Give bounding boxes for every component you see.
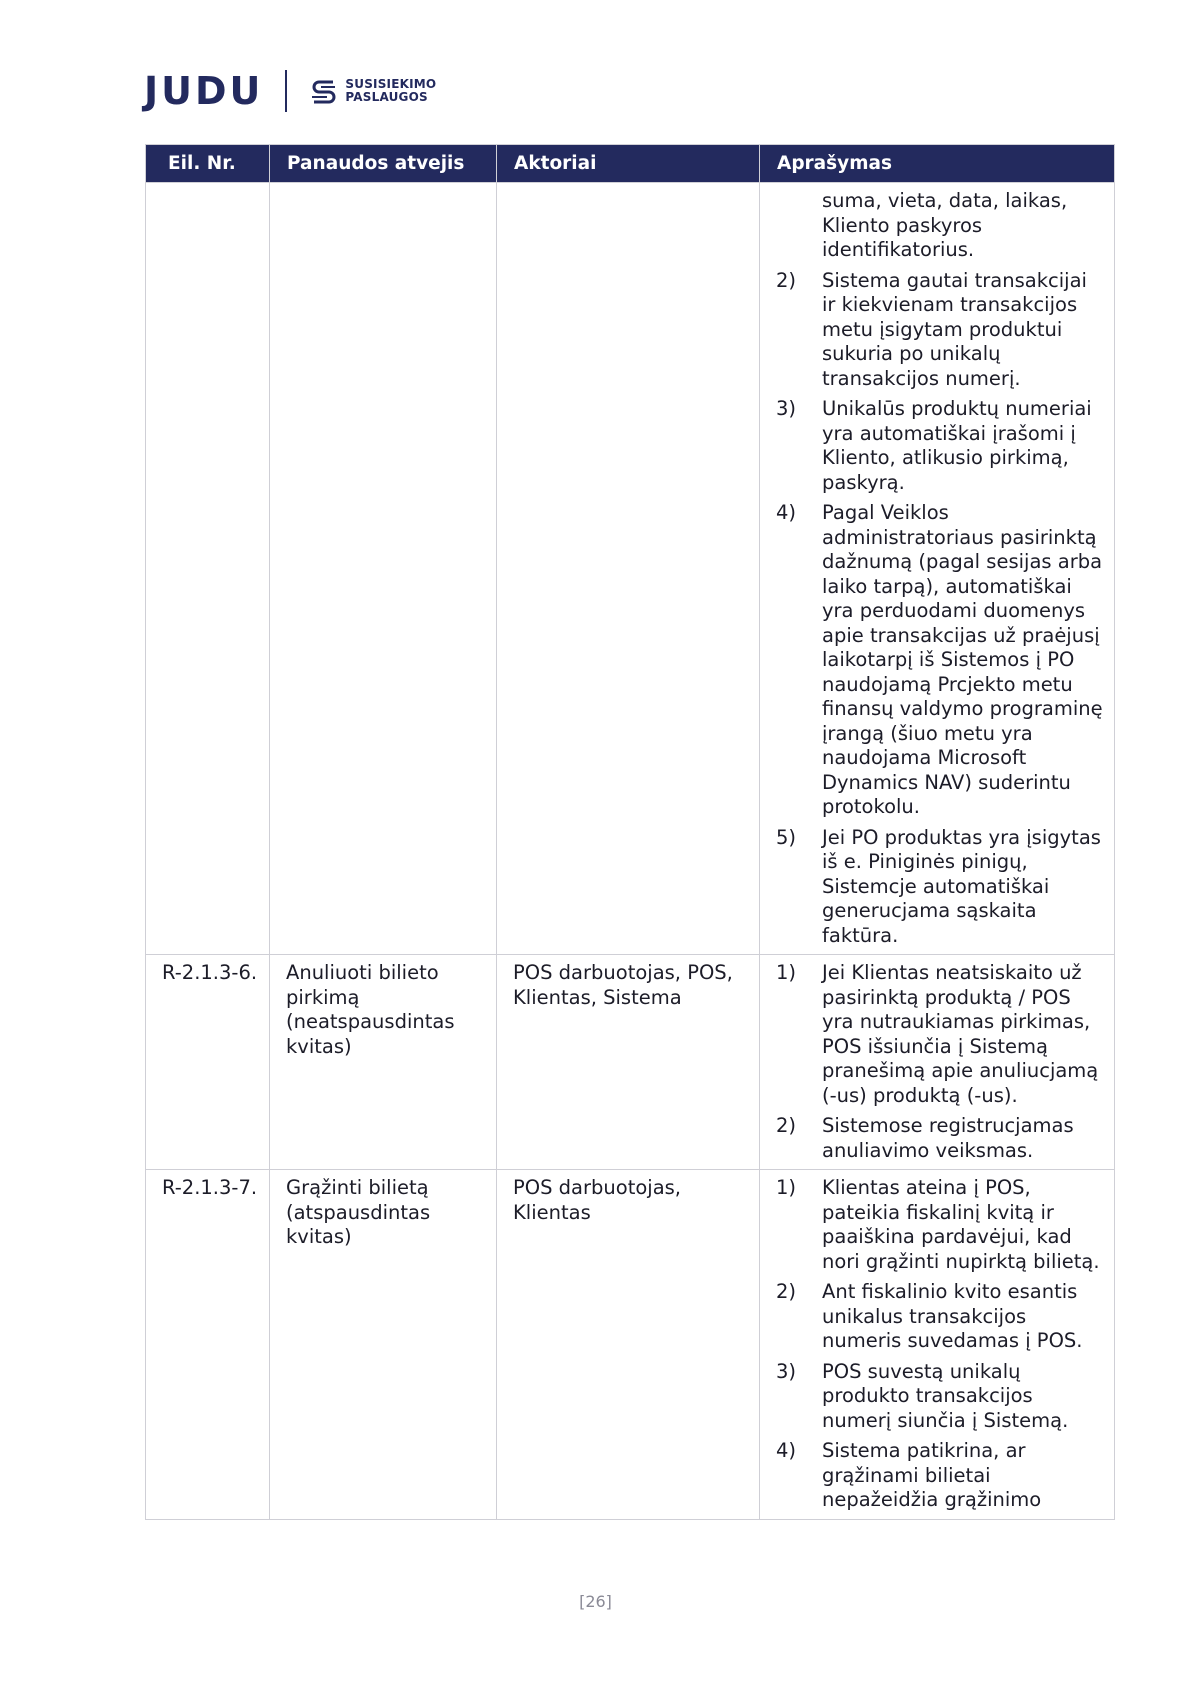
logo-text-line2: PASLAUGOS <box>345 90 428 104</box>
table-row <box>146 1170 1115 1520</box>
column-header: Aktoriai <box>497 145 760 183</box>
list-item <box>776 1360 1106 1434</box>
list-item <box>776 826 1106 949</box>
list-item <box>776 189 1106 263</box>
list-item <box>776 1439 1106 1513</box>
list-item <box>776 1280 1106 1354</box>
item-text: Sistemose registrucjamas anuliavimo veiksmas. <box>822 1114 1074 1162</box>
row-actors: POS darbuotojas, Klientas <box>497 1170 760 1520</box>
item-text: Sistema patikrina, ar grąžinami bilietai nepažeidžia grąžinimo <box>822 1439 1042 1511</box>
page-number: [26] <box>579 1592 612 1611</box>
susisiekimo-paslaugos-logo <box>309 76 436 106</box>
list-item <box>776 397 1106 495</box>
row-description <box>760 1170 1115 1520</box>
row-id <box>146 183 270 955</box>
row-actors <box>497 183 760 955</box>
column-header: Aprašymas <box>760 145 1115 183</box>
row-id: R-2.1.3-6. <box>146 955 270 1170</box>
item-text: POS suvestą unikalų produkto transakcijos numerį siunčia į Sistemą. <box>822 1359 1069 1432</box>
row-use-case: Anuliuoti bilieto pirkimą (neatspausdintas kvitas) <box>270 955 497 1170</box>
item-number: 3) <box>776 397 797 420</box>
item-text: Pagal Veiklos administratoriaus pasirinktą dažnumą (pagal sesijas arba laiko tarpą), automatiškai yra perduodami duomenys apie transakcijas už praėjusį laikotarpį iš Sistemos į PO naudojamą Prcjekto metu finansų valdymo programinę įrangą (šiuo metu yra naudojama Microsoft Dynamics NAV) suderintu protokolu. <box>822 501 1103 818</box>
item-number: 4) <box>776 501 797 524</box>
page-header <box>144 68 436 114</box>
column-header: Eil. Nr. <box>146 145 270 183</box>
item-text: suma, vieta, data, laikas, Kliento paskyros identifikatorius. <box>822 189 1068 261</box>
list-item <box>776 501 1106 820</box>
logo-divider <box>285 70 287 112</box>
list-item <box>776 269 1106 392</box>
list-item <box>776 1114 1106 1163</box>
item-number: 2) <box>776 268 797 292</box>
row-id: R-2.1.3-7. <box>146 1170 270 1520</box>
item-number: 3) <box>776 1359 797 1383</box>
item-text: Jei Klientas neatsiskaito už pasirinktą produktą / POS yra nutraukiamas pirkimas, POS išsiunčia į Sistemą pranešimą apie anuliucjamą (-us) produktą (-us). <box>822 961 1099 1107</box>
item-number: 1) <box>776 961 797 984</box>
row-use-case <box>270 183 497 955</box>
use-case-table <box>145 144 1115 1520</box>
row-description <box>760 955 1115 1170</box>
item-number: 2) <box>776 1114 797 1137</box>
table-row <box>146 955 1115 1170</box>
item-text: Klientas ateina į POS, pateikia fiskalinį kvitą ir paaiškina pardavėjui, kad nori grąžinti nupirktą bilietą. <box>822 1176 1100 1273</box>
item-text: Ant fiskalinio kvito esantis unikalus transakcijos numeris suvedamas į POS. <box>822 1280 1083 1352</box>
item-number: 2) <box>776 1280 797 1303</box>
logo-text-line1: SUSISIEKIMO <box>345 77 437 91</box>
item-number: 5) <box>776 825 797 849</box>
row-actors: POS darbuotojas, POS, Klientas, Sistema <box>497 955 760 1170</box>
ss-logo-icon <box>309 76 339 106</box>
row-description <box>760 183 1115 955</box>
judu-logo: JUDU <box>144 69 264 113</box>
item-text: Unikalūs produktų numeriai yra automatiškai įrašomi į Kliento, atlikusio pirkimą, paskyrą. <box>822 397 1092 494</box>
table-header-row <box>146 145 1115 183</box>
list-item <box>776 961 1106 1108</box>
list-item <box>776 1176 1106 1274</box>
item-number: 4) <box>776 1439 797 1462</box>
table-row <box>146 183 1115 955</box>
item-text: Jei PO produktas yra įsigytas iš e. Piniginės pinigų, Sistemcje automatiškai generucjama sąskaita faktūra. <box>822 825 1101 947</box>
item-text: Sistema gautai transakcijai ir kiekvienam transakcijos metu įsigytam produktui sukuria po unikalų transakcijos numerį. <box>822 268 1087 390</box>
row-use-case: Grąžinti bilietą (atspausdintas kvitas) <box>270 1170 497 1520</box>
item-number: 1) <box>776 1176 797 1199</box>
column-header: Panaudos atvejis <box>270 145 497 183</box>
